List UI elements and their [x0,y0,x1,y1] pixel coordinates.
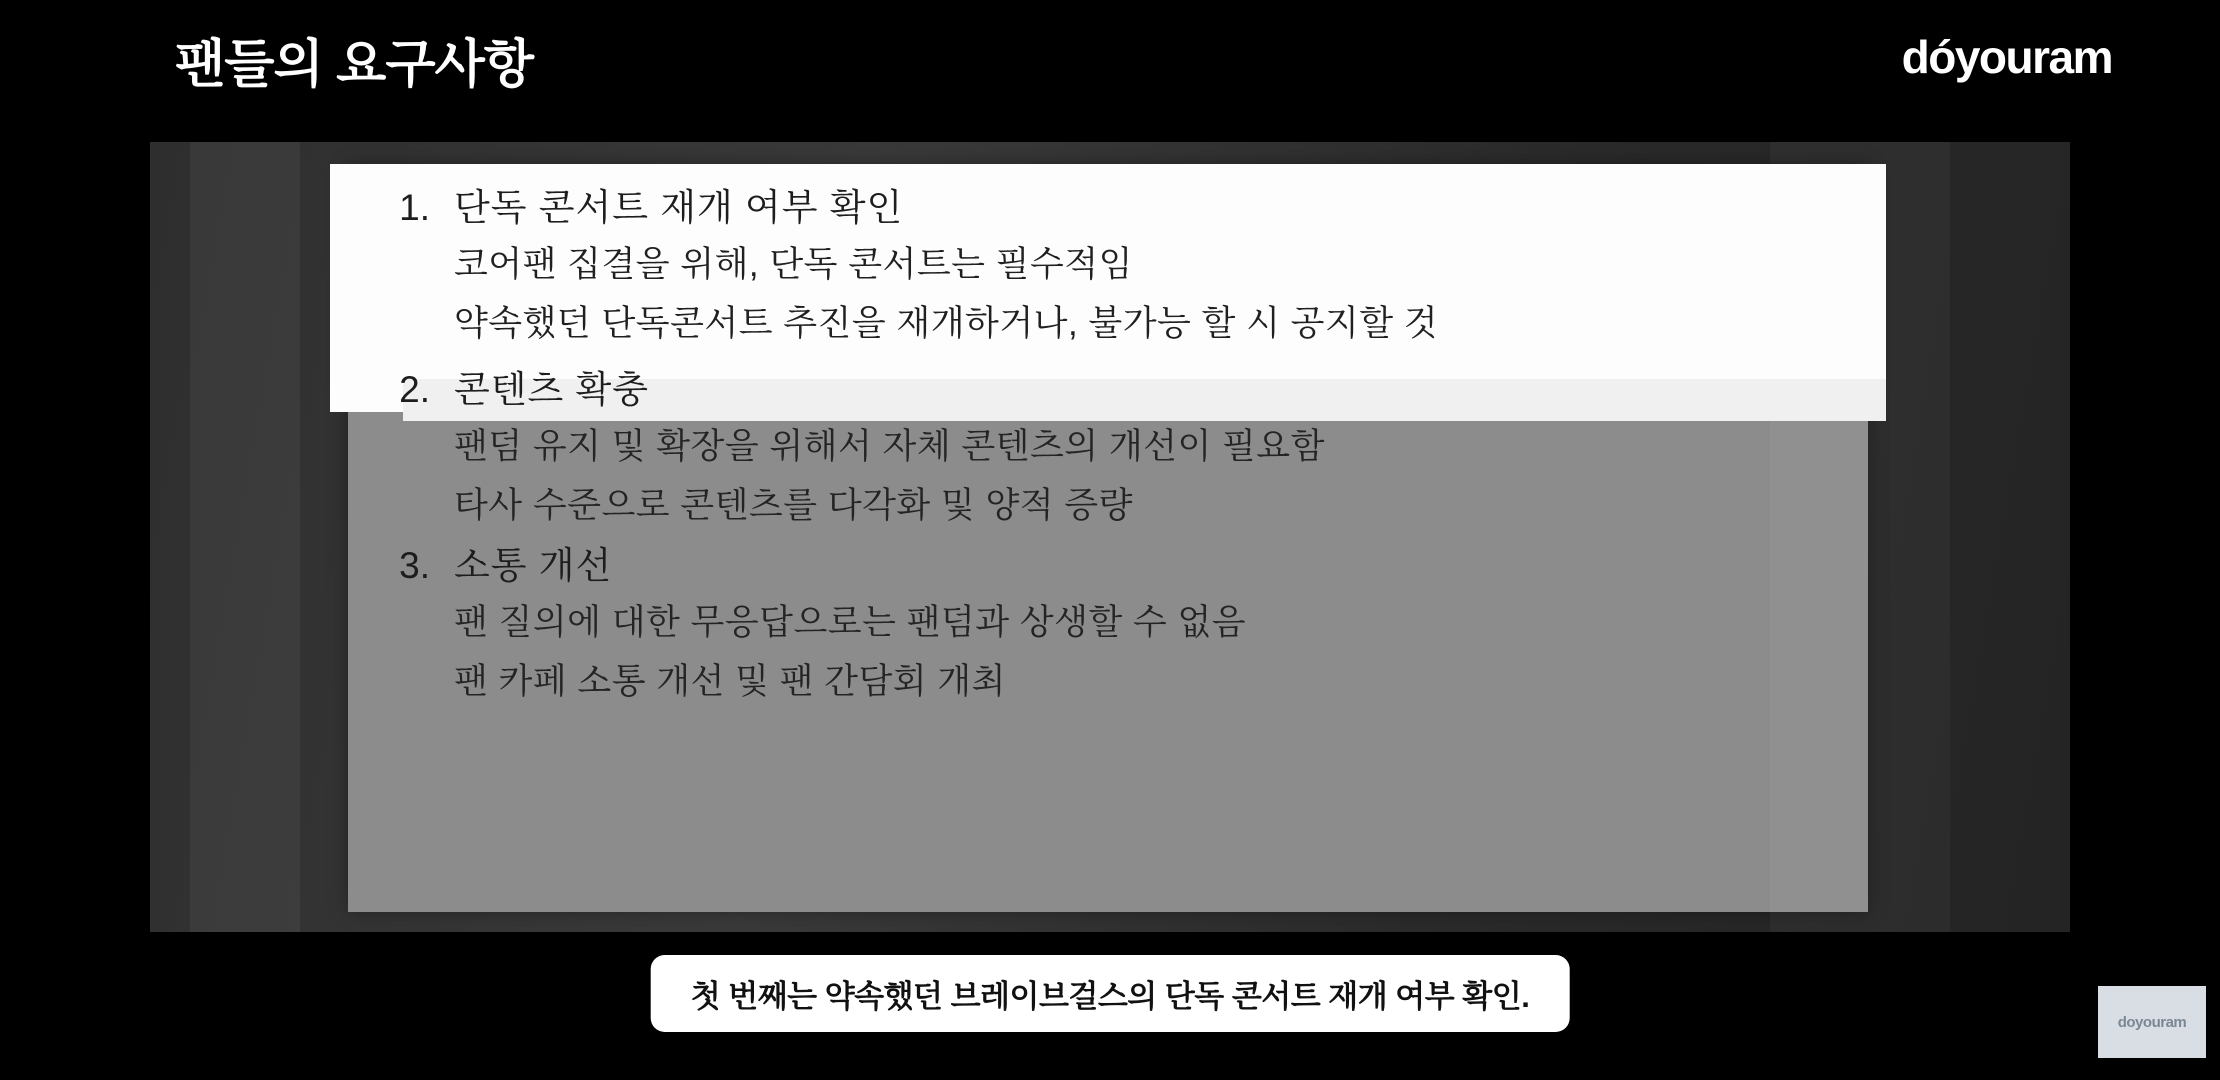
brand-logo [1902,30,2112,84]
list-item-heading: 콘텐츠 확충 [454,368,649,410]
list-item-detail: 코어팬 집결을 위해, 단독 콘서트는 필수적임 [454,245,1133,285]
subtitle-caption: 첫 번째는 약속했던 브레이브걸스의 단독 콘서트 재개 여부 확인. [651,955,1570,1032]
list-item-detail: 약속했던 단독콘서트 추진을 재개하거나, 불가능 할 시 공지할 것 [454,304,1439,344]
brand-logo-prefix: d [1901,31,1929,83]
list-item-number: 1. [399,187,430,228]
list-item [388,368,1828,528]
page-title: 팬들의 요구사항 [175,36,534,94]
list-item-detail: 팬 질의에 대한 무응답으로는 팬덤과 상생할 수 없음 [454,602,1247,642]
list-item-detail: 타사 수준으로 콘텐츠를 다각화 및 양적 증량 [454,485,1133,525]
list-item [388,186,1828,346]
brand-logo-o: ó [1928,31,1955,83]
list-item-number: 3. [399,544,430,586]
list-item-header [388,368,1828,412]
video-frame[interactable] [150,142,2070,932]
brand-logo-suffix: youram [1954,31,2112,83]
list-item-detail: 팬 카페 소통 개선 및 팬 간담회 개최 [454,661,1006,701]
list-item-header [388,544,1828,588]
watermark [2098,986,2206,1058]
watermark-label: doyouram [2117,1013,2187,1031]
document-panel [348,164,1868,912]
list-item-heading: 소통 개선 [454,544,613,586]
list-item-heading: 단독 콘서트 재개 여부 확인 [454,187,904,228]
document-body [388,186,1828,703]
list-item [388,544,1828,704]
list-item-number: 2. [399,368,430,410]
list-item-header [388,186,1828,230]
list-item-detail: 팬덤 유지 및 확장을 위해서 자체 콘텐츠의 개선이 필요함 [454,427,1325,467]
